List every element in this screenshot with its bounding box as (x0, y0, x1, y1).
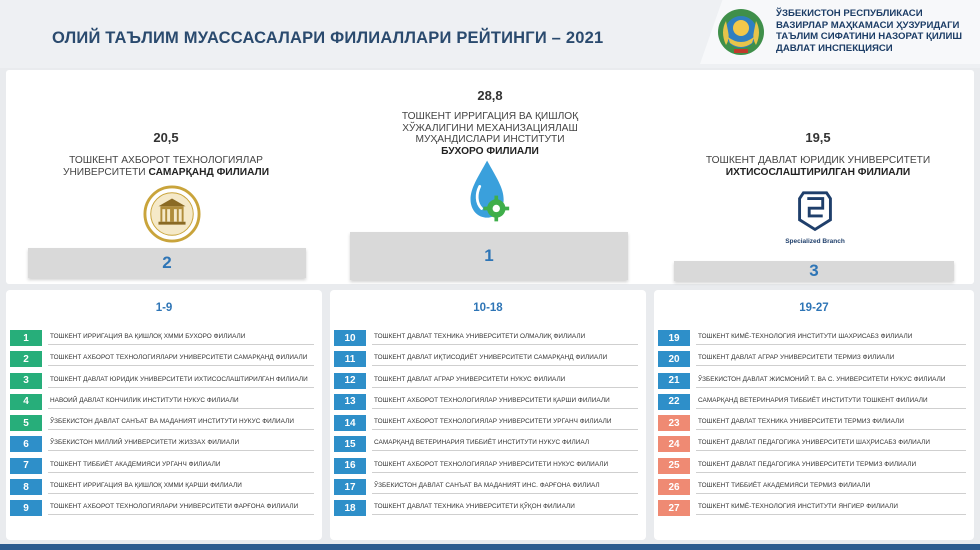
row-divider (48, 429, 314, 430)
rank-badge: 16 (334, 458, 366, 474)
podium-third (680, 130, 956, 178)
org-line-2: ВАЗИРЛАР МАҲКАМАСИ ҲУЗУРИДАГИ (776, 19, 960, 31)
rank-badge: 26 (658, 479, 690, 495)
row-divider (696, 429, 966, 430)
list-item (658, 497, 966, 518)
branch-name: ЎЗБЕКИСТОН ДАВЛАТ ЖИСМОНИЙ Т. ВА С. УНИВЕРСИТЕТИ НУКУС ФИЛИАЛИ (698, 375, 946, 383)
row-divider (48, 408, 314, 409)
list-item (10, 497, 314, 518)
third-branch: ИХТИСОСЛАШТИРИЛГАН ФИЛИАЛИ (725, 166, 911, 178)
rank-badge: 12 (334, 373, 366, 389)
list-item (10, 433, 314, 454)
rank-badge: 6 (10, 436, 42, 452)
second-branch: САМАРҚАНД ФИЛИАЛИ (148, 166, 270, 178)
branch-name: ТОШКЕНТ АХБОРОТ ТЕХНОЛОГИЯЛАРИ УНИВЕРСИТЕТИ САМАРҚАНД ФИЛИАЛИ (50, 354, 308, 362)
list-item (658, 327, 966, 348)
ranking-list (330, 327, 646, 519)
ranking-list-panel-1-9 (6, 290, 322, 540)
second-name (46, 155, 286, 178)
list-heading: 19-27 (799, 302, 829, 314)
place-number-3: 3 (809, 261, 819, 280)
second-score: 20,5 (153, 130, 179, 145)
row-divider (696, 365, 966, 366)
rank-badge: 1 (10, 330, 42, 346)
list-item (10, 370, 314, 391)
third-score: 19,5 (805, 130, 831, 145)
rank-badge: 21 (658, 373, 690, 389)
first-name-line-2: ХЎЖАЛИГИНИ МЕХАНИЗАЦИЯЛАШ (402, 122, 578, 134)
row-divider (372, 450, 638, 451)
org-name (776, 8, 962, 54)
rank-badge: 3 (10, 373, 42, 389)
list-item (10, 455, 314, 476)
branch-name: ТОШКЕНТ АХБОРОТ ТЕХНОЛОГИЯЛАРИ УНИВЕРСИТЕТИ ФАРҒОНА ФИЛИАЛИ (50, 503, 299, 511)
branch-name: ТОШКЕНТ АХБОРОТ ТЕХНОЛОГИЯЛАР УНИВЕРСИТЕТИ УРГАНЧ ФИЛИАЛИ (374, 418, 612, 426)
page-title: ОЛИЙ ТАЪЛИМ МУАССАСАЛАРИ ФИЛИАЛЛАРИ РЕЙТИНГИ – 2021 (52, 29, 604, 47)
branch-name: ТОШКЕНТ ДАВЛАТ ПЕДАГОГИКА УНИВЕРСИТЕТИ ШАҲРИСАБЗ ФИЛИАЛИ (698, 439, 931, 447)
branch-name: ТОШКЕНТ КИМЁ-ТЕХНОЛОГИЯ ИНСТИТУТИ ЯНГИЕР ФИЛИАЛИ (698, 503, 899, 511)
row-divider (48, 387, 314, 388)
rank-badge: 19 (658, 330, 690, 346)
list-item (10, 327, 314, 348)
list-item (334, 455, 638, 476)
rank-badge: 11 (334, 351, 366, 367)
rank-badge: 7 (10, 458, 42, 474)
branch-name: ТОШКЕНТ ДАВЛАТ ИҚТИСОДИЁТ УНИВЕРСИТЕТИ САМАРҚАНД ФИЛИАЛИ (374, 354, 608, 362)
row-divider (696, 408, 966, 409)
rank-badge: 23 (658, 415, 690, 431)
branch-name: ТОШКЕНТ ДАВЛАТ АГРАР УНИВЕРСИТЕТИ ТЕРМИЗ ФИЛИАЛИ (698, 354, 895, 362)
state-emblem-icon (716, 7, 766, 57)
branch-name: ЎЗБЕКИСТОН МИЛЛИЙ УНИВЕРСИТЕТИ ЖИЗЗАХ ФИЛИАЛИ (50, 439, 240, 447)
water-drop-gear-icon (465, 158, 511, 224)
row-divider (696, 493, 966, 494)
first-score: 28,8 (477, 88, 503, 103)
place-number-2: 2 (162, 253, 172, 272)
ranking-list (6, 327, 322, 519)
list-item (10, 391, 314, 412)
row-divider (696, 472, 966, 473)
rank-badge: 8 (10, 479, 42, 495)
rank-badge: 2 (10, 351, 42, 367)
row-divider (372, 387, 638, 388)
first-name-line-3: МУҲАНДИСЛАРИ ИНСТИТУТИ (415, 134, 565, 146)
row-divider (372, 514, 638, 515)
row-divider (372, 365, 638, 366)
list-item (334, 412, 638, 433)
samarkand-logo-icon (143, 185, 201, 243)
third-name (680, 155, 956, 178)
podium-first (358, 88, 622, 157)
list-heading: 1-9 (155, 302, 173, 314)
row-divider (696, 450, 966, 451)
rank-badge: 25 (658, 458, 690, 474)
list-item (658, 455, 966, 476)
branch-name: ЎЗБЕКИСТОН ДАВЛАТ САНЪАТ ВА МАДАНИЯТ ИНС. ФАРҒОНА ФИЛИАЛ (374, 482, 600, 490)
list-item (658, 370, 966, 391)
branch-name: ТОШКЕНТ ДАВЛАТ ТЕХНИКА УНИВЕРСИТЕТИ ОЛМАЛИҚ ФИЛИАЛИ (374, 333, 586, 340)
place-number-1: 1 (484, 246, 494, 265)
org-line-3: ТАЪЛИМ СИФАТИНИ НАЗОРАТ ҚИЛИШ (776, 31, 963, 42)
rank-badge: 22 (658, 394, 690, 410)
rank-badge: 14 (334, 415, 366, 431)
list-item (334, 348, 638, 369)
rank-badge: 13 (334, 394, 366, 410)
branch-name: ТОШКЕНТ ИРРИГАЦИЯ ВА ҚИШЛОҚ ХММИ ҚАРШИ ФИЛИАЛИ (50, 482, 242, 490)
row-divider (48, 344, 314, 345)
branch-name: САМАРҚАНД ВЕТЕРИНАРИЯ ТИББИЁТ ИНСТИТУТИ НУКУС ФИЛИАЛ (374, 439, 590, 447)
list-item (334, 327, 638, 348)
branch-name: НАВОИЙ ДАВЛАТ КОНЧИЛИК ИНСТИТУТИ НУКУС ФИЛИАЛИ (50, 396, 239, 404)
first-name (358, 111, 622, 157)
branch-name: ТОШКЕНТ ДАВЛАТ АГРАР УНИВЕРСИТЕТИ НУКУС ФИЛИАЛИ (374, 375, 566, 383)
list-item (334, 391, 638, 412)
rank-badge: 20 (658, 351, 690, 367)
first-branch: БУХОРО ФИЛИАЛИ (441, 145, 539, 157)
row-divider (696, 514, 966, 515)
rank-badge: 9 (10, 500, 42, 516)
specialized-branch-caption: Specialized Branch (785, 238, 845, 245)
first-name-line-1: ТОШКЕНТ ИРРИГАЦИЯ ВА ҚИШЛОҚ (401, 111, 579, 122)
podium-panel (6, 70, 974, 284)
branch-name: ТОШКЕНТ КИМЁ-ТЕХНОЛОГИЯ ИНСТИТУТИ ШАХРИСАБЗ ФИЛИАЛИ (698, 333, 913, 340)
branch-name: ТОШКЕНТ ТИББИЁТ АКАДЕМИЯСИ ТЕРМИЗ ФИЛИАЛИ (698, 482, 871, 490)
branch-name: ЎЗБЕКИСТОН ДАВЛАТ САНЪАТ ВА МАДАНИЯТ ИНСТИТУТИ НУКУС ФИЛИАЛИ (50, 418, 295, 426)
branch-name: САМАРҚАНД ВЕТЕРИНАРИЯ ТИББИЁТ ИНСТИТУТИ ТОШКЕНТ ФИЛИАЛИ (698, 396, 928, 404)
branch-name: ТОШКЕНТ ДАВЛАТ ТЕХНИКА УНИВЕРСИТЕТИ ҚЎҚОН ФИЛИАЛИ (374, 503, 575, 511)
row-divider (48, 450, 314, 451)
branch-name: ТОШКЕНТ АХБОРОТ ТЕХНОЛОГИЯЛАР УНИВЕРСИТЕТИ ҚАРШИ ФИЛИАЛИ (374, 396, 610, 404)
branch-name: ТОШКЕНТ ТИББИЁТ АКАДЕМИЯСИ УРГАНЧ ФИЛИАЛИ (50, 460, 221, 468)
branch-name: ТОШКЕНТ ИРРИГАЦИЯ ВА ҚИШЛОҚ ХММИ БУХОРО ФИЛИАЛИ (50, 333, 246, 340)
rank-badge: 15 (334, 436, 366, 452)
podium-step-1 (350, 232, 628, 280)
second-name-prefix: УНИВЕРСИТЕТИ (62, 166, 149, 178)
list-item (658, 433, 966, 454)
second-name-line-1: ТОШКЕНТ АХБОРОТ ТЕХНОЛОГИЯЛАР (69, 155, 263, 166)
row-divider (372, 493, 638, 494)
row-divider (372, 408, 638, 409)
rank-badge: 4 (10, 394, 42, 410)
list-item (10, 476, 314, 497)
rank-badge: 27 (658, 500, 690, 516)
rank-badge: 18 (334, 500, 366, 516)
org-line-4: ДАВЛАТ ИНСПЕКЦИЯСИ (776, 42, 893, 54)
list-heading: 10-18 (473, 302, 503, 314)
list-item (10, 412, 314, 433)
row-divider (48, 493, 314, 494)
podium-second (46, 130, 286, 178)
list-item (334, 497, 638, 518)
rank-badge: 10 (334, 330, 366, 346)
branch-name: ТОШКЕНТ ДАВЛАТ ТЕХНИКА УНИВЕРСИТЕТИ ТЕРМИЗ ФИЛИАЛИ (698, 418, 905, 426)
podium-step-3 (674, 261, 954, 281)
ranking-list-panel-10-18 (330, 290, 646, 540)
list-item (334, 476, 638, 497)
bottom-bar (0, 544, 980, 550)
rank-badge: 24 (658, 436, 690, 452)
row-divider (696, 344, 966, 345)
third-name-line-1: ТОШКЕНТ ДАВЛАТ ЮРИДИК УНИВЕРСИТЕТИ (705, 155, 931, 166)
list-item (658, 476, 966, 497)
rank-badge: 5 (10, 415, 42, 431)
row-divider (372, 429, 638, 430)
branch-name: ТОШКЕНТ ДАВЛАТ ЮРИДИК УНИВЕРСИТЕТИ ИХТИСОСЛАШТИРИЛГАН ФИЛИАЛИ (50, 375, 308, 383)
second-name-line-2 (46, 167, 286, 179)
branch-name: ТОШКЕНТ ДАВЛАТ ПЕДАГОГИКА УНИВЕРСИТЕТИ ТЕРМИЗ ФИЛИАЛИ (698, 460, 917, 468)
ranking-list (654, 327, 974, 519)
row-divider (696, 387, 966, 388)
list-item (658, 348, 966, 369)
org-line-1: ЎЗБЕКИСТОН РЕСПУБЛИКАСИ (776, 8, 923, 19)
list-item (334, 370, 638, 391)
specialized-branch-logo-icon (786, 187, 844, 241)
list-item (658, 391, 966, 412)
row-divider (48, 472, 314, 473)
branch-name: ТОШКЕНТ АХБОРОТ ТЕХНОЛОГИЯЛАР УНИВЕРСИТЕТИ НУКУС ФИЛИАЛИ (374, 460, 609, 468)
list-item (334, 433, 638, 454)
list-item (10, 348, 314, 369)
row-divider (48, 365, 314, 366)
rank-badge: 17 (334, 479, 366, 495)
podium-step-2 (28, 248, 306, 278)
ranking-list-panel-19-27 (654, 290, 974, 540)
row-divider (372, 344, 638, 345)
list-item (658, 412, 966, 433)
row-divider (372, 472, 638, 473)
row-divider (48, 514, 314, 515)
